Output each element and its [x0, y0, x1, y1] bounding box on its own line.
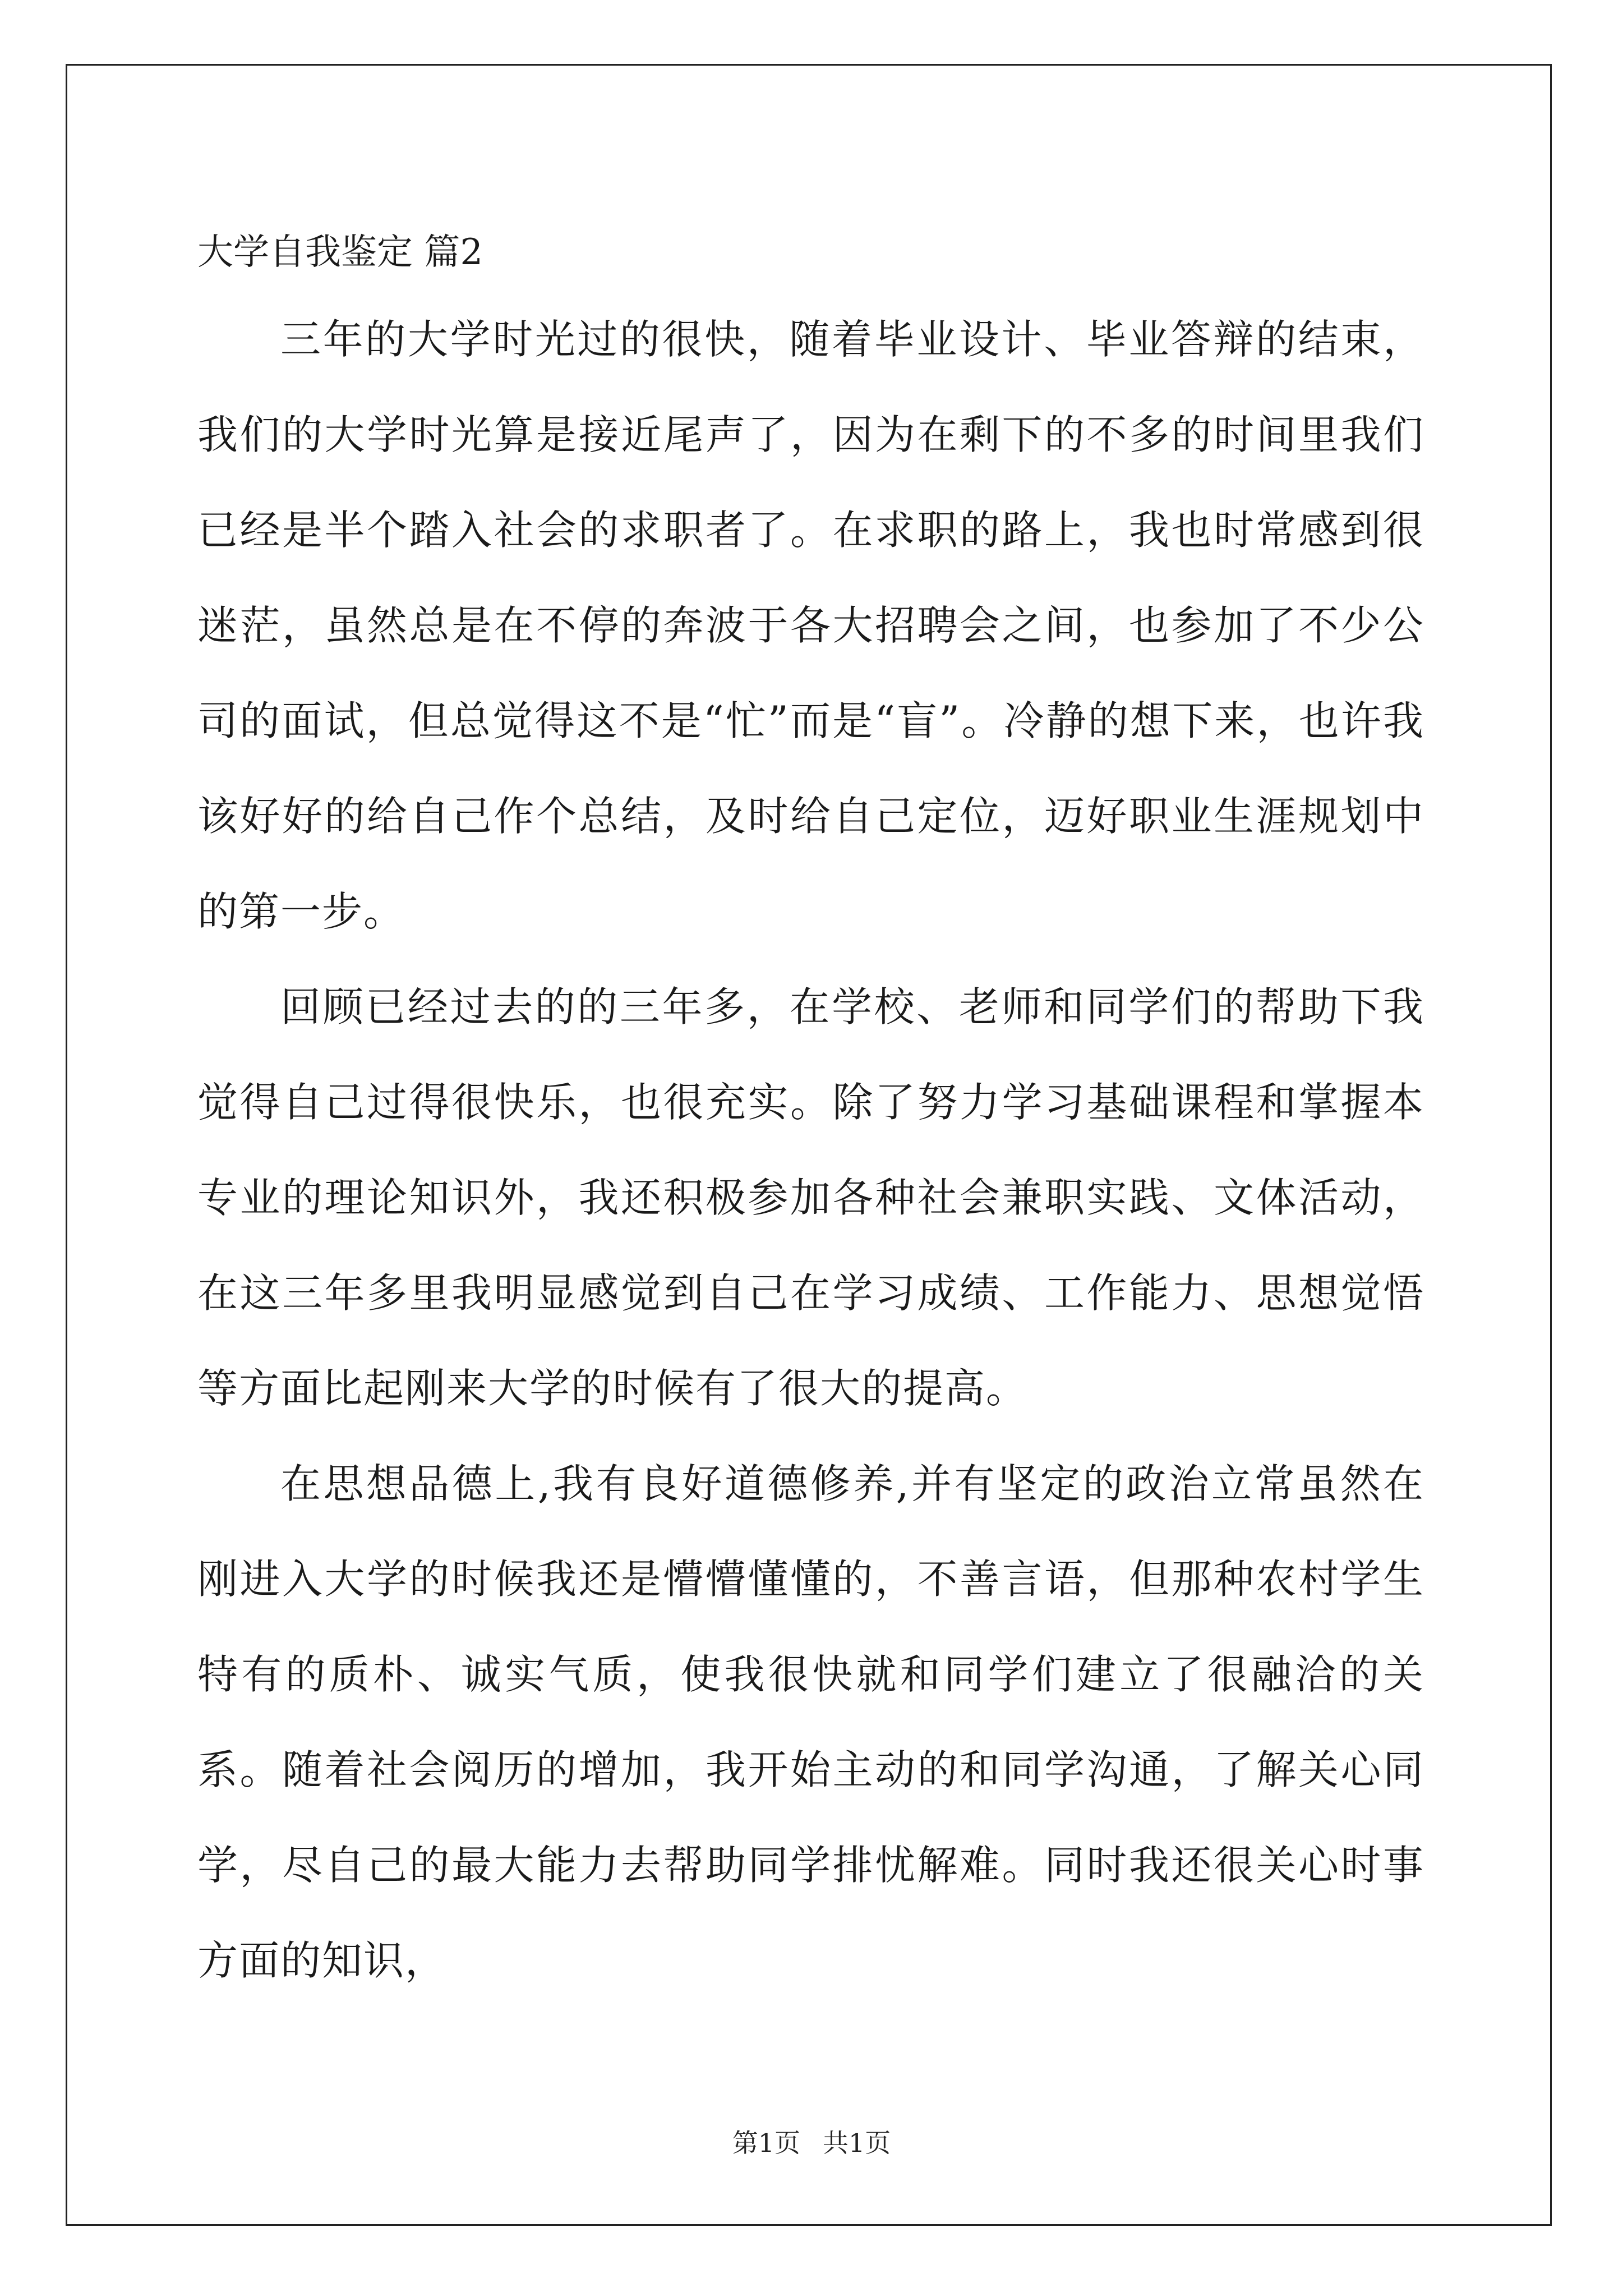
page-footer [0, 2126, 1623, 2160]
document-body [197, 213, 1424, 2008]
paragraph-3: 在思想品德上,我有良好道德修养,并有坚定的政治立常虽然在刚进入大学的时候我还是懵懵懂懂的，不善言语，但那种农村学生特有的质朴、诚实气质，使我很快就和同学们建立了很融洽的关系。随着社会阅历的增加，我开始主动的和同学沟通，了解关心同学，尽自己的最大能力去帮助同学排忧解难。同时我还很关心时事方面的知识， [197, 1460, 1424, 1984]
paragraph-1: 三年的大学时光过的很快，随着毕业设计、毕业答辩的结束，我们的大学时光算是接近尾声了，因为在剩下的不多的时间里我们已经是半个踏入社会的求职者了。在求职的路上，我也时常感到很迷茫，虽然总是在不停的奔波于各大招聘会之间，也参加了不少公司的面试，但总觉得这不是“忙”而是“盲”。冷静的想下来，也许我该好好的给自己作个总结，及时给自己定位，迈好职业生涯规划中的第一步。 [197, 316, 1424, 935]
page-total: 共1页 [823, 2128, 891, 2158]
page-number: 第1页 [732, 2128, 800, 2158]
paragraph-2: 回顾已经过去的的三年多，在学校、老师和同学们的帮助下我觉得自己过得很快乐，也很充实。除了努力学习基础课程和掌握本专业的理论知识外，我还积极参加各种社会兼职实践、文体活动，在这三年多里我明显感觉到自己在学习成绩、工作能力、思想觉悟等方面比起刚来大学的时候有了很大的提高。 [197, 983, 1424, 1412]
document-title: 大学自我鉴定 篇2 [197, 232, 483, 273]
